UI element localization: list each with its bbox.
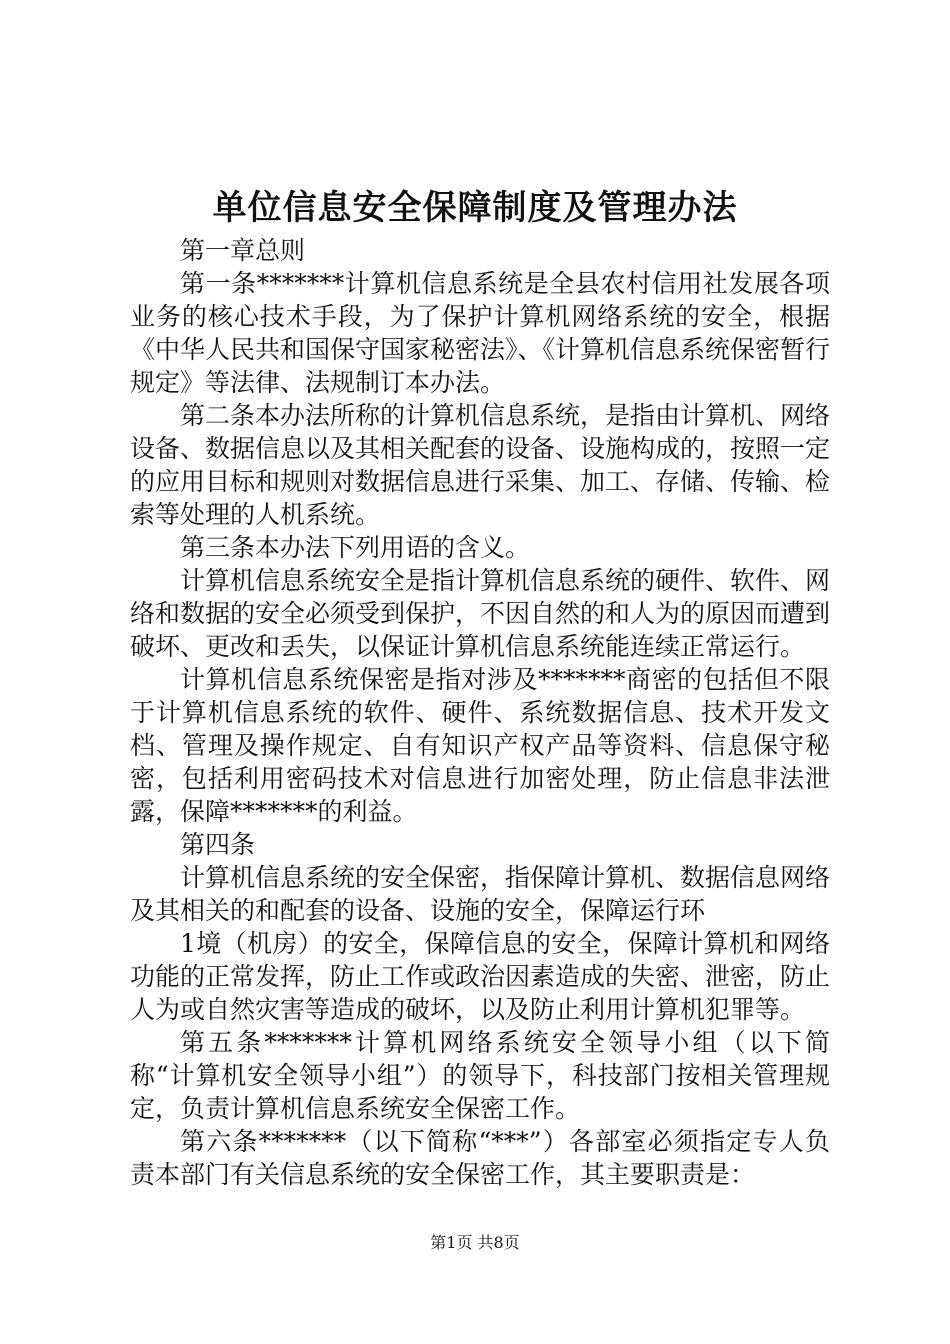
article-4-continued: 1境（机房）的安全，保障信息的安全，保障计算机和网络功能的正常发挥，防止工作或政治因素造成的失密、泄密，防止人为或自然灾害等造成的破坏，以及防止利用计算机犯罪等。 [130, 929, 831, 1024]
document-body [130, 234, 830, 1191]
article-1: 第一条*******计算机信息系统是全县农村信用社发展各项业务的核心技术手段，为了保护计算机网络系统的安全，根据《中华人民共和国保守国家秘密法》、《计算机信息系统保密暂行规定》等法律、法规制订本办法。 [130, 269, 831, 397]
article-4-heading: 第四条 [180, 830, 256, 859]
chapter-heading: 第一章总则 [180, 236, 306, 265]
article-4-text: 计算机信息系统的安全保密，指保障计算机、数据信息网络及其相关的和配套的设备、设施的安全，保障运行环 [130, 863, 831, 925]
article-5: 第五条*******计算机网络系统安全领导小组（以下简称“计算机安全领导小组”）的领导下，科技部门按相关管理规定，负责计算机信息系统安全保密工作。 [130, 1028, 830, 1123]
page-footer: 第1页 共8页 [430, 1233, 520, 1252]
definition-confidentiality: 计算机信息系统保密是指对涉及*******商密的包括但不限于计算机信息系统的软件、硬件、系统数据信息、技术开发文档、管理及操作规定、自有知识产权产品等资料、信息保守秘密，包括利用密码技术对信息进行加密处理，防止信息非法泄露，保障*******的利益。 [130, 665, 830, 826]
article-6: 第六条*******（以下简称“***”）各部室必须指定专人负责本部门有关信息系统的安全保密工作，其主要职责是： [130, 1127, 830, 1189]
article-2: 第二条本办法所称的计算机信息系统，是指由计算机、网络设备、数据信息以及其相关配套的设备、设施构成的，按照一定的应用目标和规则对数据信息进行采集、加工、存储、传输、检索等处理的人机系统。 [130, 401, 831, 529]
article-3: 第三条本办法下列用语的含义。 [180, 533, 531, 562]
document-title: 单位信息安全保障制度及管理办法 [212, 188, 738, 228]
definition-security: 计算机信息系统安全是指计算机信息系统的硬件、软件、网络和数据的安全必须受到保护，不因自然的和人为的原因而遭到破坏、更改和丢失，以保证计算机信息系统能连续正常运行。 [130, 566, 831, 661]
